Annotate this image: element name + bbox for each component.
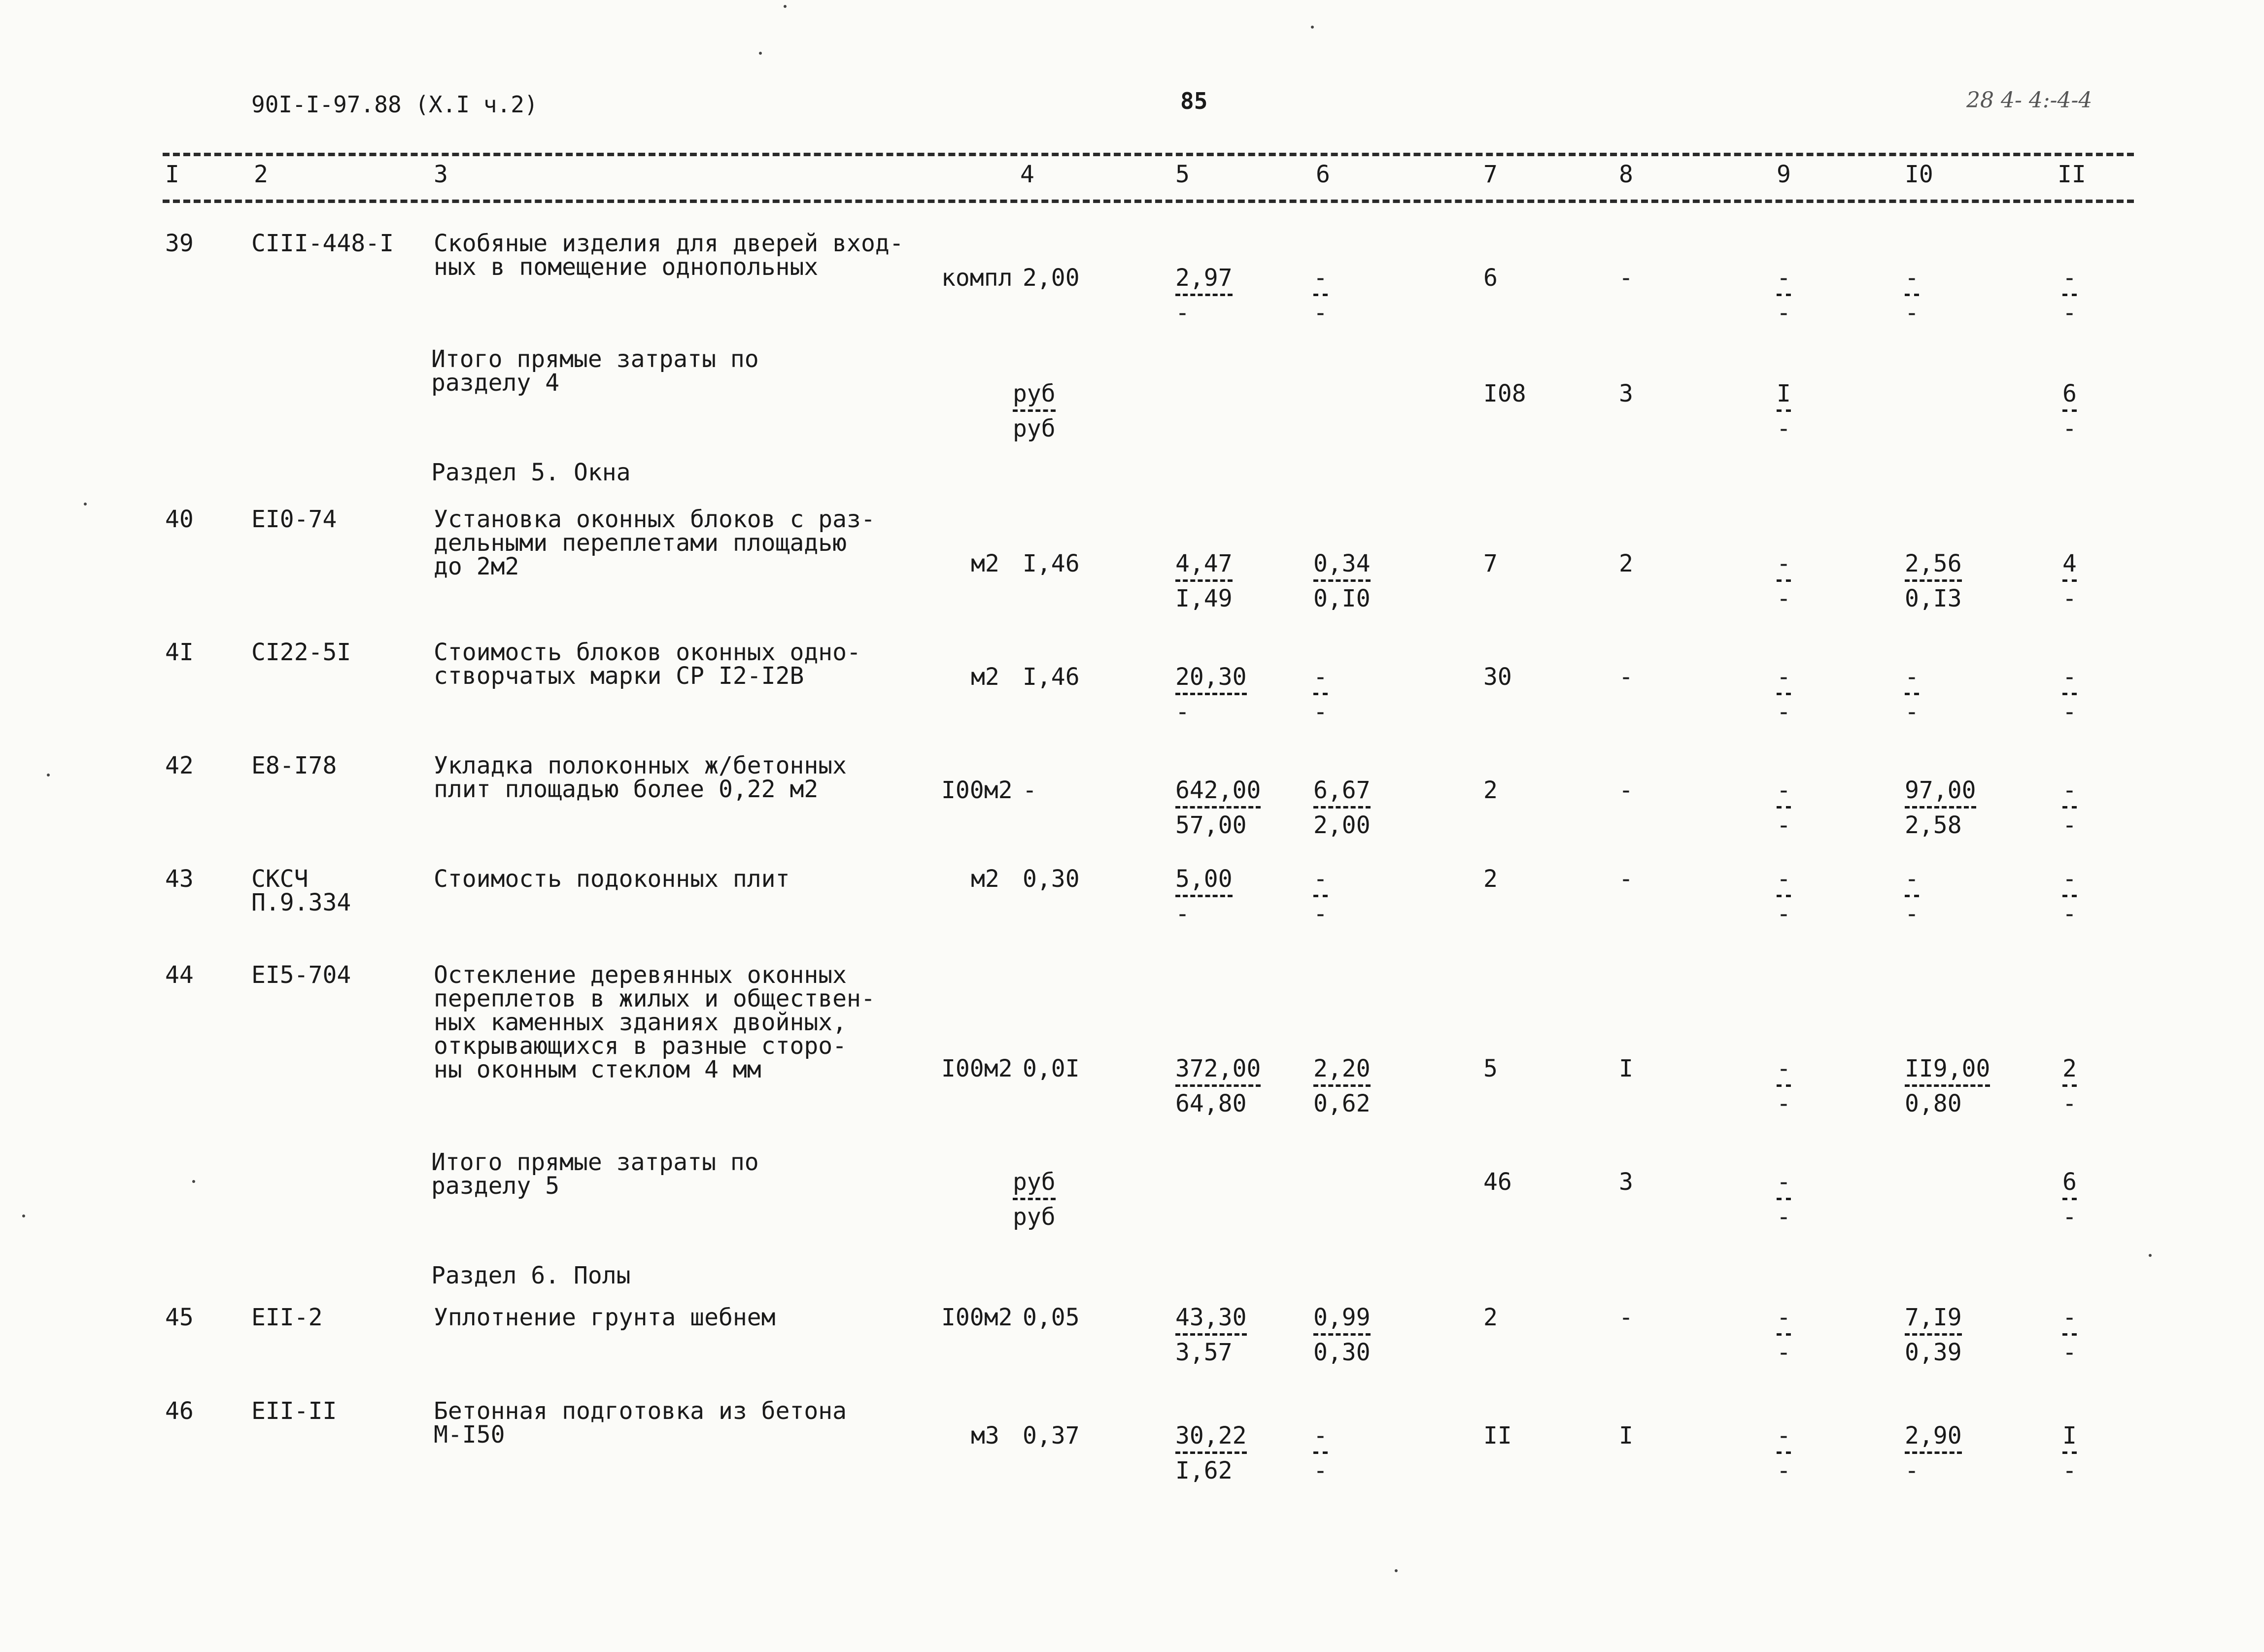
work-description: Остекление деревянных оконных переплетов в жилых и обществен- ных каменных зданиях двойных, открывающихся в разные сторо- ны оконным стеклом 4 мм — [434, 961, 875, 1083]
cell-col5 — [1175, 266, 1233, 325]
cell-col11 — [2062, 778, 2077, 837]
fraction-rule — [2062, 409, 2077, 412]
cell-col9 — [1777, 552, 1791, 610]
cell-col9-bottom: - — [1777, 1457, 1791, 1484]
header-rule-bottom — [163, 200, 2134, 203]
unit: I00м2 — [941, 776, 1013, 804]
cell-col6-top: 2,20 — [1313, 1055, 1371, 1082]
fraction-rule — [1313, 693, 1328, 695]
cell-col10-bottom: - — [1905, 299, 1919, 327]
cell-col10 — [1905, 1306, 1962, 1364]
cell-col8: - — [1619, 1304, 1633, 1331]
rate-code: EII-2 — [251, 1304, 323, 1331]
fraction-rule — [2062, 1451, 2077, 1454]
cell-col8: 3 — [1619, 380, 1633, 407]
cell-col5-top: 5,00 — [1175, 865, 1233, 893]
fraction-rule — [1777, 1084, 1791, 1087]
cell-col8: I — [1619, 1422, 1633, 1450]
fraction-rule — [2062, 895, 2077, 897]
cell-col11-top: 4 — [2062, 550, 2077, 577]
cell-col7: 30 — [1483, 663, 1512, 691]
cell-col10-top: - — [1905, 663, 1919, 691]
column-header: 7 — [1483, 161, 1498, 188]
cell-col11 — [2062, 1306, 2077, 1364]
cell-col5 — [1175, 552, 1233, 610]
subtotal-description: Итого прямые затраты по разделу 4 — [431, 345, 759, 397]
fraction-rule — [1777, 1333, 1791, 1336]
fraction-rule — [1777, 1451, 1791, 1454]
quantity: I,46 — [1023, 550, 1080, 577]
cell-col11-top: - — [2062, 1304, 2077, 1331]
cell-col5-top: 30,22 — [1175, 1422, 1247, 1450]
fraction-rule — [2062, 1084, 2077, 1087]
column-header: 2 — [254, 161, 268, 188]
fraction-rule — [1905, 806, 1976, 809]
row-number: 4I — [165, 639, 194, 666]
cell-col11 — [2062, 382, 2077, 440]
cell-col6-top: - — [1313, 264, 1328, 292]
cell-col5 — [1175, 665, 1247, 724]
column-header: I — [165, 161, 179, 188]
rate-code: EI0-74 — [251, 506, 337, 533]
cell-col11-bottom: - — [2062, 1457, 2077, 1484]
document-code: 90I-I-97.88 (X.I ч.2) — [251, 91, 538, 118]
column-header: 6 — [1316, 161, 1330, 188]
cell-col10-top: - — [1905, 264, 1919, 292]
cell-col9 — [1777, 665, 1791, 724]
cell-col5-top: 2,97 — [1175, 264, 1233, 292]
subtotal-unit-top: руб — [1013, 1168, 1056, 1196]
quantity: 0,0I — [1023, 1055, 1080, 1082]
work-description: Бетонная подготовка из бетона М-I50 — [434, 1397, 847, 1449]
cell-col6 — [1313, 1306, 1371, 1364]
cell-col6-bottom: 0,I0 — [1313, 585, 1371, 612]
cell-col9 — [1777, 382, 1791, 440]
cell-col10-bottom: 0,39 — [1905, 1339, 1962, 1366]
rate-code: E8-I78 — [251, 752, 337, 779]
cell-col11-top: 6 — [2062, 1168, 2077, 1196]
work-description: Установка оконных блоков с раз- дельными переплетами площадью до 2м2 — [434, 506, 875, 580]
rate-code: EII-II — [251, 1397, 337, 1425]
unit: м3 — [971, 1422, 999, 1450]
cell-col8: - — [1619, 776, 1633, 804]
cell-col5 — [1175, 1424, 1247, 1483]
cell-col5-bottom: - — [1175, 299, 1190, 327]
cell-col10 — [1905, 266, 1919, 325]
cell-col5-bottom: - — [1175, 900, 1190, 928]
cell-col8: 2 — [1619, 550, 1633, 577]
cell-col5 — [1175, 1057, 1261, 1115]
scan-speck — [192, 1180, 195, 1183]
unit: м2 — [971, 550, 999, 577]
work-description: Укладка полоконных ж/бетонных плит площадью более 0,22 м2 — [434, 752, 847, 803]
fraction-rule — [1175, 1451, 1247, 1454]
fraction-rule — [1905, 294, 1919, 296]
cell-col11-top: - — [2062, 776, 2077, 804]
work-description: Уплотнение грунта шебнем — [434, 1304, 776, 1331]
unit: м2 — [971, 865, 999, 893]
cell-col9-bottom: - — [1777, 900, 1791, 928]
fraction-rule — [2062, 693, 2077, 695]
row-number: 42 — [165, 752, 194, 779]
fraction-rule — [2062, 1198, 2077, 1200]
cell-col6 — [1313, 1057, 1371, 1115]
cell-col6-top: - — [1313, 663, 1328, 691]
cell-col9-bottom: - — [1777, 1090, 1791, 1117]
scan-speck — [1311, 26, 1314, 29]
cell-col11-bottom: - — [2062, 1339, 2077, 1366]
cell-col5-top: 372,00 — [1175, 1055, 1261, 1082]
cell-col5 — [1175, 778, 1261, 837]
cell-col5 — [1175, 1306, 1247, 1364]
cell-col10-bottom: - — [1905, 1457, 1919, 1484]
cell-col11-top: - — [2062, 865, 2077, 893]
cell-col9 — [1777, 1170, 1791, 1229]
subtotal-unit-bottom: руб — [1013, 1203, 1056, 1231]
cell-col11-top: I — [2062, 1422, 2077, 1450]
cell-col9-top: - — [1777, 865, 1791, 893]
quantity: - — [1023, 776, 1037, 804]
cell-col11-bottom: - — [2062, 1090, 2077, 1117]
cell-col5-bottom: I,62 — [1175, 1457, 1233, 1484]
fraction-rule — [1175, 579, 1233, 582]
cell-col9 — [1777, 266, 1791, 325]
cell-col11 — [2062, 867, 2077, 926]
cell-col9-bottom: - — [1777, 811, 1791, 839]
unit: м2 — [971, 663, 999, 691]
fraction-rule — [1313, 895, 1328, 897]
column-header: I0 — [1905, 161, 1933, 188]
cell-col10-bottom: 0,I3 — [1905, 585, 1962, 612]
cell-col11-bottom: - — [2062, 900, 2077, 928]
cell-col10-top: 97,00 — [1905, 776, 1976, 804]
fraction-rule — [2062, 579, 2077, 582]
cell-col9-top: - — [1777, 550, 1791, 577]
fraction-rule — [2062, 294, 2077, 296]
cell-col11-bottom: - — [2062, 1203, 2077, 1231]
cell-col9-bottom: - — [1777, 585, 1791, 612]
column-header: 9 — [1777, 161, 1791, 188]
cell-col9-top: - — [1777, 776, 1791, 804]
fraction-rule — [1013, 409, 1056, 412]
scan-speck — [22, 1214, 25, 1217]
cell-col7: 7 — [1483, 550, 1498, 577]
fraction-rule — [1905, 895, 1919, 897]
cell-col9-bottom: - — [1777, 698, 1791, 726]
section-title: Раздел 6. Полы — [431, 1262, 631, 1289]
fraction-rule — [1313, 1333, 1371, 1336]
cell-col6-bottom: - — [1313, 900, 1328, 928]
cell-col10 — [1905, 665, 1919, 724]
cell-col11-top: - — [2062, 663, 2077, 691]
cell-col11-bottom: - — [2062, 585, 2077, 612]
cell-col10-bottom: 2,58 — [1905, 811, 1962, 839]
cell-col9-bottom: - — [1777, 415, 1791, 442]
fraction-rule — [1777, 1198, 1791, 1200]
cell-col10-top: - — [1905, 865, 1919, 893]
cell-col10-bottom: - — [1905, 698, 1919, 726]
cell-col5 — [1175, 867, 1233, 926]
column-header: II — [2058, 161, 2086, 188]
fraction-rule — [1175, 294, 1233, 296]
cell-col6-bottom: 2,00 — [1313, 811, 1371, 839]
cell-col6 — [1313, 266, 1328, 325]
cell-col6-bottom: - — [1313, 299, 1328, 327]
scan-speck — [84, 503, 87, 506]
fraction-rule — [1313, 579, 1371, 582]
fraction-rule — [1313, 294, 1328, 296]
fraction-rule — [1905, 1333, 1962, 1336]
fraction-rule — [2062, 806, 2077, 809]
cell-col9-bottom: - — [1777, 1339, 1791, 1366]
cell-col7: 46 — [1483, 1168, 1512, 1196]
header-rule-top — [163, 153, 2134, 156]
cell-col11 — [2062, 1057, 2077, 1115]
fraction-rule — [1175, 895, 1233, 897]
cell-col9 — [1777, 1057, 1791, 1115]
fraction-rule — [1175, 806, 1261, 809]
row-number: 44 — [165, 961, 194, 989]
scan-speck — [2149, 1254, 2152, 1257]
unit: I00м2 — [941, 1304, 1013, 1331]
cell-col11 — [2062, 665, 2077, 724]
row-number: 39 — [165, 230, 194, 257]
cell-col9 — [1777, 778, 1791, 837]
cell-col10-top: 2,90 — [1905, 1422, 1962, 1450]
cell-col8: I — [1619, 1055, 1633, 1082]
subtotal-unit-bottom: руб — [1013, 415, 1056, 442]
row-number: 46 — [165, 1397, 194, 1425]
rate-code: СКСЧ П.9.334 — [251, 865, 351, 916]
cell-col10 — [1905, 552, 1962, 610]
cell-col10 — [1905, 778, 1976, 837]
scan-speck — [47, 774, 50, 776]
cell-col10 — [1905, 1057, 1990, 1115]
subtotal-unit-top: руб — [1013, 380, 1056, 407]
work-description: Скобяные изделия для дверей вход- ных в помещение однопольных — [434, 230, 904, 281]
cell-col9 — [1777, 1424, 1791, 1483]
cell-col7: 2 — [1483, 865, 1498, 893]
cell-col8: - — [1619, 663, 1633, 691]
cell-col9 — [1777, 867, 1791, 926]
cell-col6-top: - — [1313, 865, 1328, 893]
subtotal-unit — [1013, 382, 1056, 440]
cell-col5-top: 20,30 — [1175, 663, 1247, 691]
cell-col9 — [1777, 1306, 1791, 1364]
cell-col11-top: 6 — [2062, 380, 2077, 407]
cell-col5-bottom: 64,80 — [1175, 1090, 1247, 1117]
fraction-rule — [1905, 579, 1962, 582]
cell-col9-top: - — [1777, 1055, 1791, 1082]
cell-col9-bottom: - — [1777, 299, 1791, 327]
cell-col6-bottom: 0,62 — [1313, 1090, 1371, 1117]
cell-col7: 5 — [1483, 1055, 1498, 1082]
cell-col5-top: 4,47 — [1175, 550, 1233, 577]
cell-col5-top: 642,00 — [1175, 776, 1261, 804]
cell-col8: - — [1619, 264, 1633, 292]
cell-col11-bottom: - — [2062, 299, 2077, 327]
fraction-rule — [1905, 693, 1919, 695]
handwritten-note: 28 4- 4:-4-4 — [1966, 88, 2092, 113]
unit: компл — [941, 264, 1013, 292]
cell-col11 — [2062, 1170, 2077, 1229]
quantity: 0,30 — [1023, 865, 1080, 893]
cell-col7: 2 — [1483, 1304, 1498, 1331]
fraction-rule — [2062, 1333, 2077, 1336]
cell-col10 — [1905, 1424, 1962, 1483]
cell-col9-top: - — [1777, 1168, 1791, 1196]
cell-col10-top: 2,56 — [1905, 550, 1962, 577]
column-header: 5 — [1175, 161, 1190, 188]
fraction-rule — [1175, 693, 1247, 695]
cell-col9-top: - — [1777, 1304, 1791, 1331]
cell-col11-bottom: - — [2062, 811, 2077, 839]
cell-col9-top: I — [1777, 380, 1791, 407]
cell-col6-top: 0,34 — [1313, 550, 1371, 577]
fraction-rule — [1777, 693, 1791, 695]
row-number: 43 — [165, 865, 194, 893]
cell-col9-top: - — [1777, 663, 1791, 691]
cell-col7: I08 — [1483, 380, 1526, 407]
quantity: 0,05 — [1023, 1304, 1080, 1331]
cell-col6 — [1313, 665, 1328, 724]
cell-col10 — [1905, 867, 1919, 926]
fraction-rule — [1313, 1084, 1371, 1087]
fraction-rule — [1175, 1084, 1261, 1087]
cell-col10-bottom: - — [1905, 900, 1919, 928]
work-description: Стоимость блоков оконных одно- створчатых марки СР I2-I2В — [434, 639, 861, 690]
cell-col6-top: 6,67 — [1313, 776, 1371, 804]
cell-col11-bottom: - — [2062, 698, 2077, 726]
scan-speck — [784, 5, 787, 8]
section-title: Раздел 5. Окна — [431, 459, 631, 486]
cell-col5-bottom: - — [1175, 698, 1190, 726]
row-number: 40 — [165, 506, 194, 533]
cell-col11 — [2062, 552, 2077, 610]
cell-col6-bottom: 0,30 — [1313, 1339, 1371, 1366]
cell-col6 — [1313, 1424, 1328, 1483]
column-header: 8 — [1619, 161, 1633, 188]
fraction-rule — [1777, 895, 1791, 897]
fraction-rule — [1313, 1451, 1328, 1454]
cell-col5-top: 43,30 — [1175, 1304, 1247, 1331]
fraction-rule — [1777, 409, 1791, 412]
quantity: I,46 — [1023, 663, 1080, 691]
scan-speck — [1395, 1569, 1398, 1572]
cell-col6-top: 0,99 — [1313, 1304, 1371, 1331]
column-header: 4 — [1020, 161, 1034, 188]
fraction-rule — [1777, 579, 1791, 582]
cell-col11-top: - — [2062, 264, 2077, 292]
cell-col6-bottom: - — [1313, 698, 1328, 726]
cell-col11-top: 2 — [2062, 1055, 2077, 1082]
rate-code: CI22-5I — [251, 639, 351, 666]
cell-col6 — [1313, 778, 1371, 837]
unit: I00м2 — [941, 1055, 1013, 1082]
subtotal-description: Итого прямые затраты по разделу 5 — [431, 1148, 759, 1200]
page-number: 85 — [1180, 88, 1208, 114]
cell-col6 — [1313, 552, 1371, 610]
cell-col8: - — [1619, 865, 1633, 893]
fraction-rule — [1905, 1451, 1962, 1454]
column-header: 3 — [434, 161, 448, 188]
fraction-rule — [1175, 1333, 1247, 1336]
row-number: 45 — [165, 1304, 194, 1331]
rate-code: CIII-448-I — [251, 230, 394, 257]
scan-speck — [759, 52, 762, 55]
fraction-rule — [1777, 806, 1791, 809]
fraction-rule — [1013, 1198, 1056, 1200]
cell-col5-bottom: I,49 — [1175, 585, 1233, 612]
cell-col10-top: II9,00 — [1905, 1055, 1990, 1082]
cell-col9-top: - — [1777, 264, 1791, 292]
cell-col11 — [2062, 266, 2077, 325]
cell-col5-bottom: 3,57 — [1175, 1339, 1233, 1366]
cell-col7: 2 — [1483, 776, 1498, 804]
quantity: 0,37 — [1023, 1422, 1080, 1450]
subtotal-unit — [1013, 1170, 1056, 1229]
work-description: Стоимость подоконных плит — [434, 865, 790, 893]
fraction-rule — [1777, 294, 1791, 296]
cell-col11-bottom: - — [2062, 415, 2077, 442]
cell-col6-top: - — [1313, 1422, 1328, 1450]
cell-col8: 3 — [1619, 1168, 1633, 1196]
rate-code: EI5-704 — [251, 961, 351, 989]
fraction-rule — [1313, 806, 1371, 809]
cell-col5-bottom: 57,00 — [1175, 811, 1247, 839]
cell-col6-bottom: - — [1313, 1457, 1328, 1484]
cell-col9-top: - — [1777, 1422, 1791, 1450]
quantity: 2,00 — [1023, 264, 1080, 292]
cell-col6 — [1313, 867, 1328, 926]
cell-col7: II — [1483, 1422, 1512, 1450]
cell-col10-bottom: 0,80 — [1905, 1090, 1962, 1117]
fraction-rule — [1905, 1084, 1990, 1087]
cell-col7: 6 — [1483, 264, 1498, 292]
cell-col9-bottom: - — [1777, 1203, 1791, 1231]
cell-col11 — [2062, 1424, 2077, 1483]
cell-col10-top: 7,I9 — [1905, 1304, 1962, 1331]
